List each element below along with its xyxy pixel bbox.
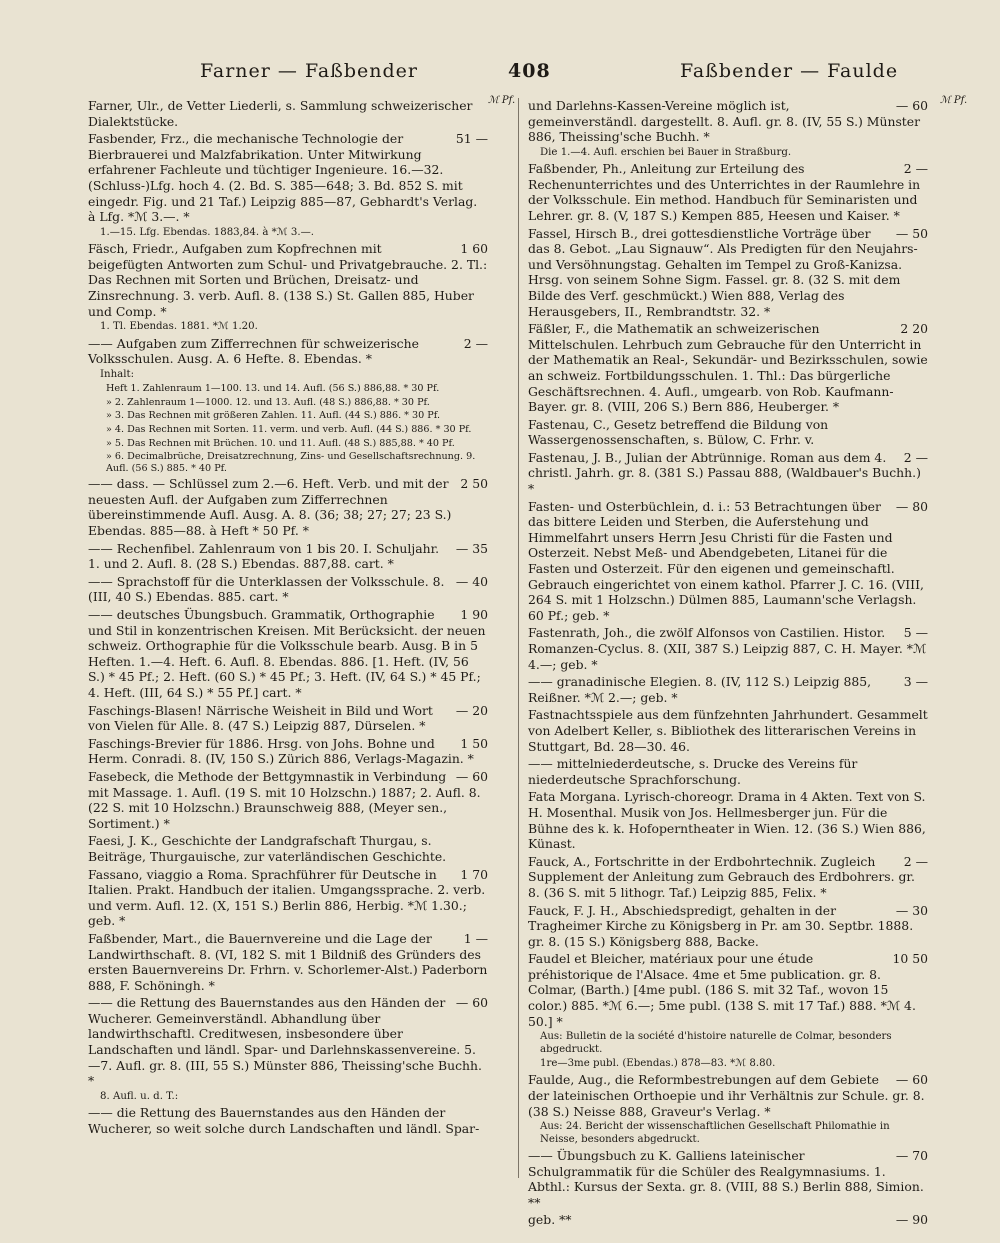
catalog-entry — [528, 417, 928, 448]
entry-price: — 60 — [895, 1072, 928, 1088]
entry-text: Faschings-Brevier für 1886. Hrsg. von Johs. Bohne und Herm. Conradi. 8. (IV, 150 S.) Zürich 886, Verlags-Magazin. * — [88, 735, 474, 767]
entry-price: 1 50 — [460, 735, 488, 751]
entry-text: —— deutsches Übungsbuch. Grammatik, Orthographie und Stil in konzentrischen Kreisen. Mit Berücksicht. der neuen schweiz. Orthographie für die Volksschule bearb. Ausg. B in 5 Heften. 1.—4. Heft. 6. Aufl. 8. Ebendas. 886. [1. Heft. (IV, 56 S.) * 45 Pf.; 2. Heft. (60 S.) * 45 Pf.; 3. Heft. (IV, 64 S.) * 45 Pf.; 4. Heft. (III, 64 S.) * 55 Pf.] cart. * — [88, 607, 486, 700]
entry-text: » 2. Zahlenraum 1—1000. 12. und 13. Aufl. (48 S.) 886,88. * 30 Pf. — [106, 396, 430, 408]
entry-text: » 3. Das Rechnen mit größeren Zahlen. 11. Aufl. (44 S.) 886. * 30 Pf. — [106, 410, 440, 422]
catalog-entry — [88, 541, 488, 572]
catalog-entry — [88, 736, 488, 767]
entry-text: 1.—15. Lfg. Ebendas. 1883,84. à *ℳ 3.—. — [100, 226, 315, 238]
catalog-entry — [88, 98, 488, 129]
entry-text: geb. ** — [528, 1212, 572, 1228]
entry-price: — 70 — [895, 1148, 928, 1164]
entry-text: Fassel, Hirsch B., drei gottesdienstliche Vorträge über das 8. Gebot. „Lau Signauw“. Als Predigten für den Neujahrs- und Versöhnungstag. Gehalten im Tempel zu Groß-Kanizsa. Hrsg. von seinem Sohne Sigm. Fassel. gr. 8. (32 S. mit dem Bilde des Verf. geschmückt.) Wien 888, Verlag des Herausgebers, II., Rembrandtstr. 32. * — [528, 225, 918, 319]
entry-text: Fauck, F. J. H., Abschiedspredigt, gehalten in der Tragheimer Kirche zu Königsberg in Pr. am 30. Septbr. 1888. gr. 8. (15 S.) Königsberg 888, Backe. — [528, 902, 914, 949]
entry-price: — 90 — [895, 1212, 928, 1228]
catalog-entry — [528, 147, 928, 159]
entry-text: Aus: Bulletin de la société d'histoire naturelle de Colmar, besonders abgedruckt. — [540, 1031, 892, 1055]
entry-price: 1 90 — [460, 607, 488, 623]
entry-price: 1 70 — [460, 866, 488, 882]
entry-text: Fastnachtsspiele aus dem fünfzehnten Jahrhundert. Gesammelt von Adelbert Keller, s. Bibliothek des litterarischen Vereins in Stuttgart, Bd. 28—30. 46. — [528, 707, 928, 754]
catalog-entry — [528, 161, 928, 223]
entry-text: Fauck, A., Fortschritte in der Erdbohrtechnik. Zugleich Supplement der Anleitung zum Gebrauch des Erdbohrers. gr. 8. (36 S. mit 5 lithogr. Taf.) Leipzig 885, Felix. * — [528, 853, 915, 900]
entry-text: Fasebeck, die Methode der Bettgymnastik in Verbindung mit Massage. 1. Aufl. (19 S. mit 10 Holzschn.) 1887; 2. Aufl. 8. (22 S. mit 10 Holzschn.) Braunschweig 888, (Meyer sen., Sortiment.) * — [88, 768, 481, 831]
entry-price: — 60 — [455, 768, 488, 784]
left-column — [88, 98, 488, 1138]
column-divider — [518, 98, 519, 1178]
entry-text: Fäßler, F., die Mathematik an schweizerischen Mittelschulen. Lehrbuch zum Gebrauche für den Unterricht in der Mathematik an Real-, Sekundär- und Bezirksschulen, sowie an schweiz. Fortbildungsschulen. 1. Thl.: Das bürgerliche Geschäftsrechnen. 4. Aufl., umgearb. von Rob. Kaufmann-Bayer. gr. 8. (VIII, 206 S.) Bern 886, Heuberger. * — [528, 321, 928, 415]
entry-price: 51 — — [455, 131, 488, 147]
header-left: Farner — Faßbender — [200, 60, 418, 82]
entry-text: Fasten- und Osterbüchlein, d. i.: 53 Betrachtungen über das bittere Leiden und Sterben, die Auferstehung und Himmelfahrt unsers Herrn Jesu Christi für die Fasten und Osterzeit. Nebst Meß- und Abendgebeten, Litanei für die Fasten und Osterzeit. Für den eigenen und gemeinschaftl. Gebrauch eingerichtet von einem kathol. Pfarrer J. C. 16. (VIII, 264 S. mit 1 Holzschn.) Dülmen 885, Laumann'sche Verlagsh. 60 Pf.; geb. * — [528, 498, 924, 623]
entry-price: 2 — — [903, 161, 928, 177]
entry-text: —— die Rettung des Bauernstandes aus den Händen der Wucherer. Gemeinverständl. Abhandlung über landwirthschaftl. Creditwesen, insbesondere über Landschaften und ländl. Spar- und Darlehnskassenvereine. 5.—7. Aufl. gr. 8. (III, 55 S.) Münster 886, Theissing'sche Buchh. * — [88, 995, 482, 1089]
entry-price: — 35 — [455, 540, 488, 556]
catalog-entry — [88, 476, 488, 538]
price-column-head-left: ℳ Pf. — [488, 95, 516, 106]
entry-price: — 60 — [455, 995, 488, 1011]
entry-text: Fassano, viaggio a Roma. Sprachführer für Deutsche in Italien. Prakt. Handbuch der italien. Umgangssprache. 2. verb. und verm. Aufl. 12. (X, 151 S.) Berlin 886, Herbig. *ℳ 1.30.; geb. * — [88, 866, 486, 929]
entry-text: Aus: 24. Bericht der wissenschaftlichen Gesellschaft Philomathie in Neisse, besonders abgedruckt. — [540, 1121, 890, 1145]
entry-price: 2 50 — [460, 476, 488, 492]
page-header — [60, 60, 940, 88]
catalog-entry — [88, 321, 488, 333]
catalog-entry — [88, 131, 488, 225]
catalog-entry — [528, 789, 928, 851]
catalog-entry — [528, 1212, 928, 1228]
entry-text: —— Aufgaben zum Zifferrechnen für schweizerische Volksschulen. Ausg. A. 6 Hefte. 8. Ebendas. * — [88, 335, 419, 367]
entry-price: — 40 — [455, 573, 488, 589]
entry-text: Faßbender, Mart., die Bauernvereine und die Lage der Landwirthschaft. 8. (VI, 182 S. mit 1 Bildniß des Gründers des ersten Bauernvereins Dr. Frhrn. v. Schorlemer-Alst.) Paderborn 888, F. Schöningh. * — [88, 930, 488, 993]
catalog-entry — [88, 867, 488, 929]
entry-price: 1 — — [463, 930, 488, 946]
catalog-entry — [88, 383, 488, 395]
entry-text: Faßbender, Ph., Anleitung zur Erteilung des Rechenunterrichtes und des Unterrichtes in der Raumlehre in der Volksschule. Ein method. Handbuch für Seminaristen und Lehrer. gr. 8. (V, 187 S.) Kempen 885, Heesen und Kaiser. * — [528, 161, 921, 223]
entry-text: —— Rechenfibel. Zahlenraum von 1 bis 20. I. Schuljahr. 1. und 2. Aufl. 8. (28 S.) Ebendas. 887,88. cart. * — [88, 540, 440, 572]
entry-text: Fasbender, Frz., die mechanische Technologie der Bierbrauerei und Malzfabrikation. Unter Mitwirkung erfahrener Fachleute und tüchtiger Ingenieure. 16.—32. (Schluss-)Lfg. hoch 4. (2. Bd. S. 385—648; 3. Bd. 852 S. mit eingedr. Fig. und 21 Taf.) Leipzig 885—87, Gebhardt's Verlag. à Lfg. *ℳ 3.—. * — [88, 131, 478, 225]
entry-text: Fastenau, J. B., Julian der Abtrünnige. Roman aus dem 4. christl. Jahrh. gr. 8. (381 S.) Passau 888, (Waldbauer's Buchh.) * — [528, 449, 921, 497]
catalog-entry — [528, 707, 928, 754]
entry-text: —— die Rettung des Bauernstandes aus den Händen der Wucherer, so weit solche durch Landschaften und ländl. Spar- — [88, 1105, 480, 1136]
entry-price: — 80 — [895, 498, 928, 514]
catalog-entry — [88, 574, 488, 605]
entry-text: » 4. Das Rechnen mit Sorten. 11. verm. und verb. Aufl. (44 S.) 886. * 30 Pf. — [106, 423, 472, 435]
catalog-entry — [88, 451, 488, 474]
entry-price: 2 — — [903, 449, 928, 465]
catalog-entry — [528, 1031, 928, 1056]
catalog-entry — [88, 410, 488, 422]
catalog-entry — [528, 903, 928, 950]
entry-text: Fata Morgana. Lyrisch-choreogr. Drama in 4 Akten. Text von S. H. Mosenthal. Musik von Jos. Hellmesberger jun. Für die Bühne des k. k. Hofoperntheater in Wien. 12. (36 S.) Wien 886, Künast. — [528, 789, 926, 852]
entry-text: und Darlehns-Kassen-Vereine möglich ist, gemeinverständl. dargestellt. 8. Aufl. gr. 8. (IV, 55 S.) Münster 886, Theissing'sche Buchh. * — [528, 98, 921, 145]
entry-text: —— Übungsbuch zu K. Galliens lateinischer Schulgrammatik für die Schüler des Realgymnasiums. 1. Abthl.: Kursus der Sexta. gr. 8. (VIII, 88 S.) Berlin 888, Simion. ** — [528, 1148, 924, 1210]
entry-price: — 60 — [895, 98, 928, 113]
entry-price: — 30 — [895, 902, 928, 918]
entry-price: 2 — — [463, 335, 488, 351]
entry-price: — 20 — [455, 702, 488, 718]
entry-text: Faesi, J. K., Geschichte der Landgrafschaft Thurgau, s. Beiträge, Thurgauische, zur vaterländischen Geschichte. — [88, 833, 447, 864]
entry-text: 1. Tl. Ebendas. 1881. *ℳ 1.20. — [100, 321, 258, 333]
catalog-entry — [528, 1072, 928, 1119]
catalog-entry — [528, 854, 928, 901]
catalog-entry — [528, 1148, 928, 1210]
entry-price: 2 20 — [900, 321, 928, 337]
price-column-head-right: ℳ Pf. — [940, 95, 968, 106]
entry-text: Die 1.—4. Aufl. erschien bei Bauer in Straßburg. — [540, 146, 792, 158]
entry-text: —— dass. — Schlüssel zum 2.—6. Heft. Verb. und mit der neuesten Aufl. der Aufgaben zum Zifferrechnen übereinstimmende Aufl. Ausg. A. 8. (36; 38; 27; 27; 23 S.) Ebendas. 885—88. à Heft * 50 Pf. * — [88, 476, 452, 539]
catalog-entry — [528, 450, 928, 497]
catalog-entry — [528, 321, 928, 415]
catalog-entry — [528, 499, 928, 624]
entry-price: 2 — — [903, 853, 928, 869]
catalog-entry — [88, 424, 488, 436]
catalog-entry — [528, 951, 928, 1029]
catalog-entry — [528, 226, 928, 320]
entry-text: Farner, Ulr., de Vetter Liederli, s. Sammlung schweizerischer Dialektstücke. — [88, 98, 473, 129]
catalog-entry — [88, 833, 488, 864]
catalog-entry — [528, 625, 928, 672]
catalog-entry — [528, 756, 928, 787]
catalog-entry — [528, 1058, 928, 1070]
catalog-entry — [528, 1121, 928, 1146]
entry-text: Faschings-Blasen! Närrische Weisheit in Bild und Wort von Vielen für Alle. 8. (47 S.) Leipzig 887, Dürselen. * — [88, 702, 433, 734]
entry-price: 5 — — [903, 625, 928, 641]
entry-price: — 50 — [895, 225, 928, 241]
catalog-entry — [88, 995, 488, 1089]
entry-text: Fastenrath, Joh., die zwölf Alfonsos von Castilien. Histor. Romanzen-Cyclus. 8. (XII, 387 S.) Leipzig 887, C. H. Mayer. *ℳ 4.—; geb. * — [528, 625, 927, 672]
catalog-entry — [88, 369, 488, 381]
page-number: 408 — [508, 60, 551, 82]
entry-text: Fäsch, Friedr., Aufgaben zum Kopfrechnen mit beigefügten Antworten zum Schul- und Privatgebrauche. 2. Tl.: Das Rechnen mit Sorten und Brüchen, Dreisatz- und Zinsrechnung. 3. verb. Aufl. 8. (138 S.) St. Gallen 885, Huber und Comp. * — [88, 241, 488, 319]
catalog-entry — [88, 438, 488, 450]
entry-text: Faudel et Bleicher, matériaux pour une étude préhistorique de l'Alsace. 4me et 5me publication. gr. 8. Colmar, (Barth.) [4me publ. (186 S. mit 32 Taf., wovon 15 color.) 885. *ℳ 6.—; 5me publ. (138 S. mit 17 Taf.) 888. *ℳ 4. 50.] * — [528, 951, 916, 1029]
catalog-entry — [88, 1091, 488, 1103]
catalog-entry — [88, 931, 488, 993]
entry-price: 1 60 — [460, 241, 488, 257]
catalog-entry — [88, 703, 488, 734]
entry-text: —— mittelniederdeutsche, s. Drucke des Vereins für niederdeutsche Sprachforschung. — [528, 756, 858, 787]
catalog-entry — [88, 397, 488, 409]
entry-text: —— Sprachstoff für die Unterklassen der Volksschule. 8. (III, 40 S.) Ebendas. 885. cart. * — [88, 573, 445, 605]
catalog-entry — [88, 241, 488, 319]
entry-text: 1re—3me publ. (Ebendas.) 878—83. *ℳ 8.80. — [540, 1058, 776, 1070]
entry-price: 3 — — [903, 674, 928, 690]
catalog-entry — [88, 1105, 488, 1136]
catalog-entry — [528, 674, 928, 705]
header-right: Faßbender — Faulde — [680, 60, 899, 82]
entry-text: —— granadinische Elegien. 8. (IV, 112 S.) Leipzig 885, Reißner. *ℳ 2.—; geb. * — [528, 674, 872, 705]
entry-text: Heft 1. Zahlenraum 1—100. 13. und 14. Aufl. (56 S.) 886,88. * 30 Pf. — [106, 383, 440, 395]
entry-text: » 5. Das Rechnen mit Brüchen. 10. und 11. Aufl. (48 S.) 885,88. * 40 Pf. — [106, 437, 455, 449]
right-column — [528, 98, 928, 1230]
catalog-entry — [88, 336, 488, 367]
catalog-entry — [88, 227, 488, 239]
catalog-entry — [88, 769, 488, 831]
entry-price: 10 50 — [892, 951, 928, 967]
entry-text: » 6. Decimalbrüche, Dreisatzrechnung, Zins- und Gesellschaftsrechnung. 9. Aufl. (56 S.) 885. * 40 Pf. — [106, 451, 476, 474]
entry-text: 8. Aufl. u. d. T.: — [100, 1090, 179, 1102]
entry-text: Inhalt: — [100, 368, 135, 380]
catalog-entry — [88, 607, 488, 701]
entry-text: Fastenau, C., Gesetz betreffend die Bildung von Wassergenossenschaften, s. Bülow, C. Frhr. v. — [528, 416, 829, 448]
catalog-entry — [528, 98, 928, 145]
entry-text: Faulde, Aug., die Reformbestrebungen auf dem Gebiete der lateinischen Orthoepie und ihr Verhältnis zur Schule. gr. 8. (38 S.) Neisse 888, Graveur's Verlag. * — [528, 1072, 925, 1119]
